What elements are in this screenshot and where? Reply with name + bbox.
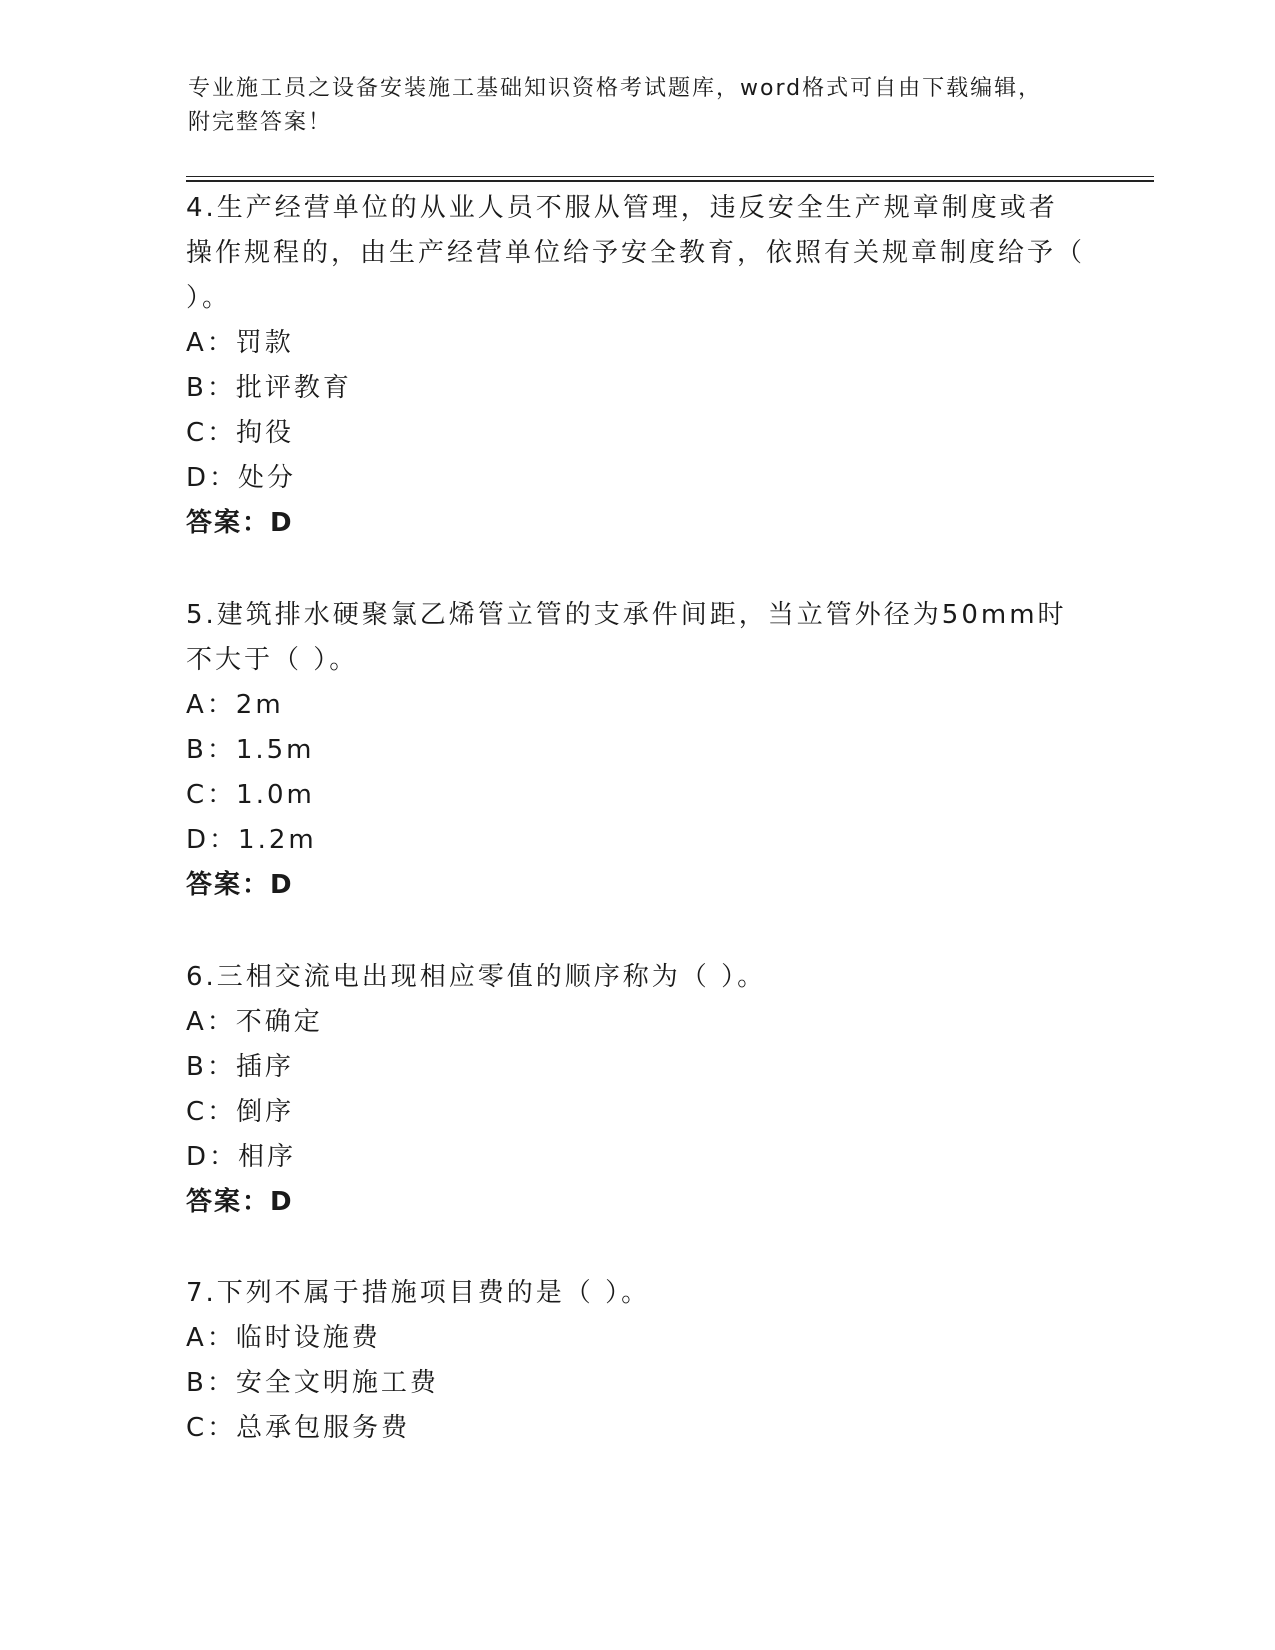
- option-c: C：拘役: [186, 418, 295, 448]
- answer: 答案：D: [186, 508, 294, 538]
- header-divider-bottom: [186, 180, 1154, 182]
- question-6: [186, 955, 1086, 1225]
- option-c: C：总承包服务费: [186, 1413, 411, 1443]
- answer: 答案：D: [186, 1187, 294, 1217]
- question-text: 6.三相交流电出现相应零值的顺序称为（ ）。: [186, 962, 767, 992]
- option-a: A：不确定: [186, 1007, 323, 1037]
- answer: 答案：D: [186, 870, 294, 900]
- option-c: C：1.0m: [186, 780, 315, 810]
- question-text: 4.生产经营单位的从业人员不服从管理，违反安全生产规章制度或者操作规程的，由生产经营单位给予安全教育，依照有关规章制度给予（ ）。: [186, 193, 1086, 313]
- question-5: [186, 593, 1086, 908]
- option-b: B：1.5m: [186, 735, 315, 765]
- option-b: B：插序: [186, 1052, 294, 1082]
- option-a: A：罚款: [186, 328, 294, 358]
- question-4: [186, 186, 1086, 546]
- option-d: D：相序: [186, 1142, 297, 1172]
- option-c: C：倒序: [186, 1097, 295, 1127]
- document-header: 专业施工员之设备安装施工基础知识资格考试题库，word格式可自由下载编辑， 附完整答案！: [188, 76, 1043, 135]
- option-a: A：2m: [186, 690, 284, 720]
- question-text: 5.建筑排水硬聚氯乙烯管立管的支承件间距，当立管外径为50mm时不大于（ ）。: [186, 600, 1067, 675]
- option-b: B：安全文明施工费: [186, 1368, 439, 1398]
- option-d: D：处分: [186, 463, 297, 493]
- question-7: [186, 1271, 1086, 1451]
- option-d: D：1.2m: [186, 825, 317, 855]
- header-divider-top: [186, 176, 1154, 177]
- question-text: 7.下列不属于措施项目费的是（ ）。: [186, 1278, 651, 1308]
- option-b: B：批评教育: [186, 373, 352, 403]
- option-a: A：临时设施费: [186, 1323, 381, 1353]
